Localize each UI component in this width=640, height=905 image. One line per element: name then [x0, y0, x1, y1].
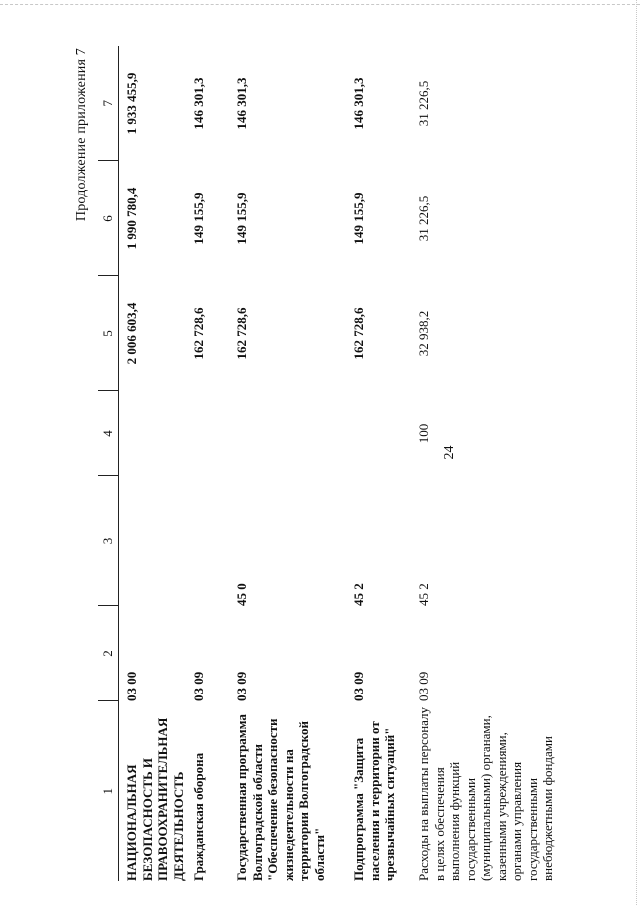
- table-row: [411, 46, 566, 881]
- col-header-2: 2: [98, 606, 119, 701]
- row-section: 03 09: [351, 671, 366, 701]
- column-number-row: [98, 46, 119, 881]
- row-name: Подпрограмма "Защита населения и территории от чрезвычайных ситуаций": [351, 721, 397, 881]
- row-target: 45 0: [234, 583, 249, 606]
- scan-edge-right: [636, 0, 637, 905]
- row-name: Гражданская оборона: [191, 752, 206, 881]
- col-header-4: 4: [98, 391, 119, 476]
- continuation-label: Продолжение приложения 7: [74, 48, 89, 222]
- row-value-5: 32 938,2: [416, 310, 431, 357]
- col-header-1: 1: [98, 701, 119, 881]
- row-value-5: 162 728,6: [234, 307, 249, 360]
- row-section: 03 09: [234, 671, 249, 701]
- row-value-7: 31 226,5: [416, 80, 431, 127]
- row-target: 45 2: [351, 583, 366, 606]
- row-name: НАЦИОНАЛЬНАЯ БЕЗОПАСНОСТЬ И ПРАВООХРАНИТЕЛЬНАЯ ДЕЯТЕЛЬНОСТЬ: [124, 717, 186, 881]
- budget-table: [98, 46, 566, 881]
- row-section: 03 00: [124, 671, 139, 701]
- table-row: [346, 46, 411, 881]
- row-expense: 100: [416, 423, 431, 444]
- row-value-5: 2 006 603,4: [124, 302, 139, 365]
- row-value-5: 162 728,6: [351, 307, 366, 360]
- row-expense: [119, 391, 187, 476]
- row-value-7: 1 933 455,9: [124, 72, 139, 135]
- row-value-6: 149 155,9: [351, 192, 366, 245]
- row-value-6: 1 990 780,4: [124, 187, 139, 250]
- row-section: 03 09: [416, 671, 431, 701]
- row-value-6: 31 226,5: [416, 195, 431, 242]
- row-name: Государственная программа Волгоградской области "Обеспечение безопасности жизнедеятельности на территории Волгоградской области": [234, 714, 327, 881]
- row-target: [119, 476, 187, 606]
- row-expense: [346, 391, 411, 476]
- row-section: 03 09: [191, 671, 206, 701]
- row-value-6: 149 155,9: [234, 192, 249, 245]
- row-name: Расходы на выплаты персоналу в целях обеспечения выполнения функций государственными (муниципальными) органами, казенными учреждениями, органами управления государственными внебюджетными фондами: [416, 706, 555, 881]
- rotated-page: [20, 20, 620, 885]
- row-expense: [186, 391, 229, 476]
- row-target: 45 2: [416, 583, 431, 606]
- table-row: [119, 46, 187, 881]
- row-value-5: 162 728,6: [191, 307, 206, 360]
- row-value-7: 146 301,3: [351, 77, 366, 130]
- row-expense: [229, 391, 346, 476]
- row-value-6: 149 155,9: [191, 192, 206, 245]
- row-value-7: 146 301,3: [234, 77, 249, 130]
- col-header-3: 3: [98, 476, 119, 606]
- row-target: [186, 476, 229, 606]
- scan-edge-top: [0, 4, 640, 5]
- col-header-7: 7: [98, 46, 119, 161]
- col-header-6: 6: [98, 161, 119, 276]
- row-value-7: 146 301,3: [191, 77, 206, 130]
- table-row: [229, 46, 346, 881]
- page-number: 24: [442, 445, 457, 460]
- col-header-5: 5: [98, 276, 119, 391]
- table-row: [186, 46, 229, 881]
